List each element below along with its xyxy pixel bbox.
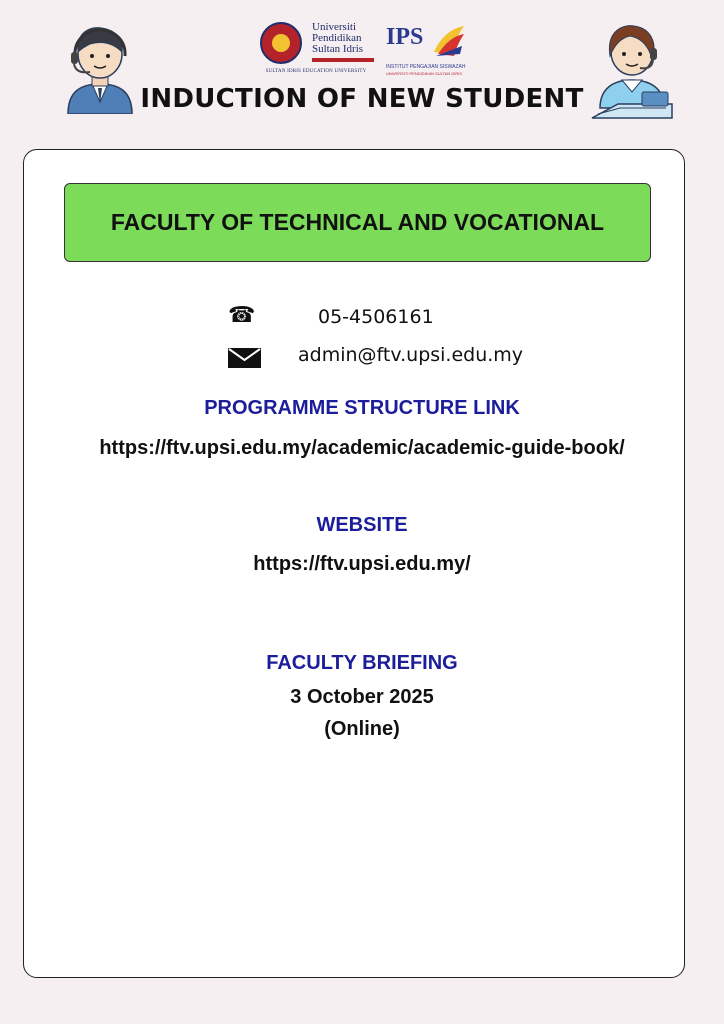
envelope-icon [228, 348, 261, 368]
phone-icon: ☎ [228, 302, 256, 327]
ips-mark: IPS [386, 24, 424, 50]
faculty-briefing-heading: FACULTY BRIEFING [266, 652, 458, 674]
university-name-line-1: Universiti [312, 21, 356, 33]
upsi-seal-icon [260, 22, 302, 64]
upsi-jawi-text-decoration [312, 58, 374, 62]
briefing-mode: (Online) [324, 718, 400, 740]
university-footer: SULTAN IDRIS EDUCATION UNIVERSITY [265, 69, 367, 74]
briefing-date: 3 October 2025 [290, 686, 434, 708]
institute-subfooter: UNIVERSITI PENDIDIKAN SULTAN IDRIS [386, 71, 463, 76]
email-address: admin@ftv.upsi.edu.my [298, 344, 524, 366]
upsi-logo [260, 22, 372, 78]
website-heading: WEBSITE [316, 514, 408, 536]
website-link[interactable]: https://ftv.upsi.edu.my/ [253, 553, 471, 575]
programme-structure-heading: PROGRAMME STRUCTURE LINK [204, 397, 520, 419]
page-title: INDUCTION OF NEW STUDENT [140, 84, 584, 114]
upsi-wordmark [312, 22, 374, 55]
phone-number: 05-4506161 [318, 306, 434, 328]
faculty-banner [64, 183, 651, 262]
faculty-name: FACULTY OF TECHNICAL AND VOCATIONAL [110, 209, 605, 235]
institute-footer: INSTITUT PENGAJIAN SISWAZAH [386, 64, 466, 70]
university-name-line-2: Pendidikan [312, 32, 362, 44]
ips-book-icon [432, 24, 466, 58]
ips-logo [386, 24, 466, 78]
university-name-line-3: Sultan Idris [312, 43, 364, 55]
programme-structure-link[interactable]: https://ftv.upsi.edu.my/academic/academic-guide-book/ [99, 437, 625, 459]
